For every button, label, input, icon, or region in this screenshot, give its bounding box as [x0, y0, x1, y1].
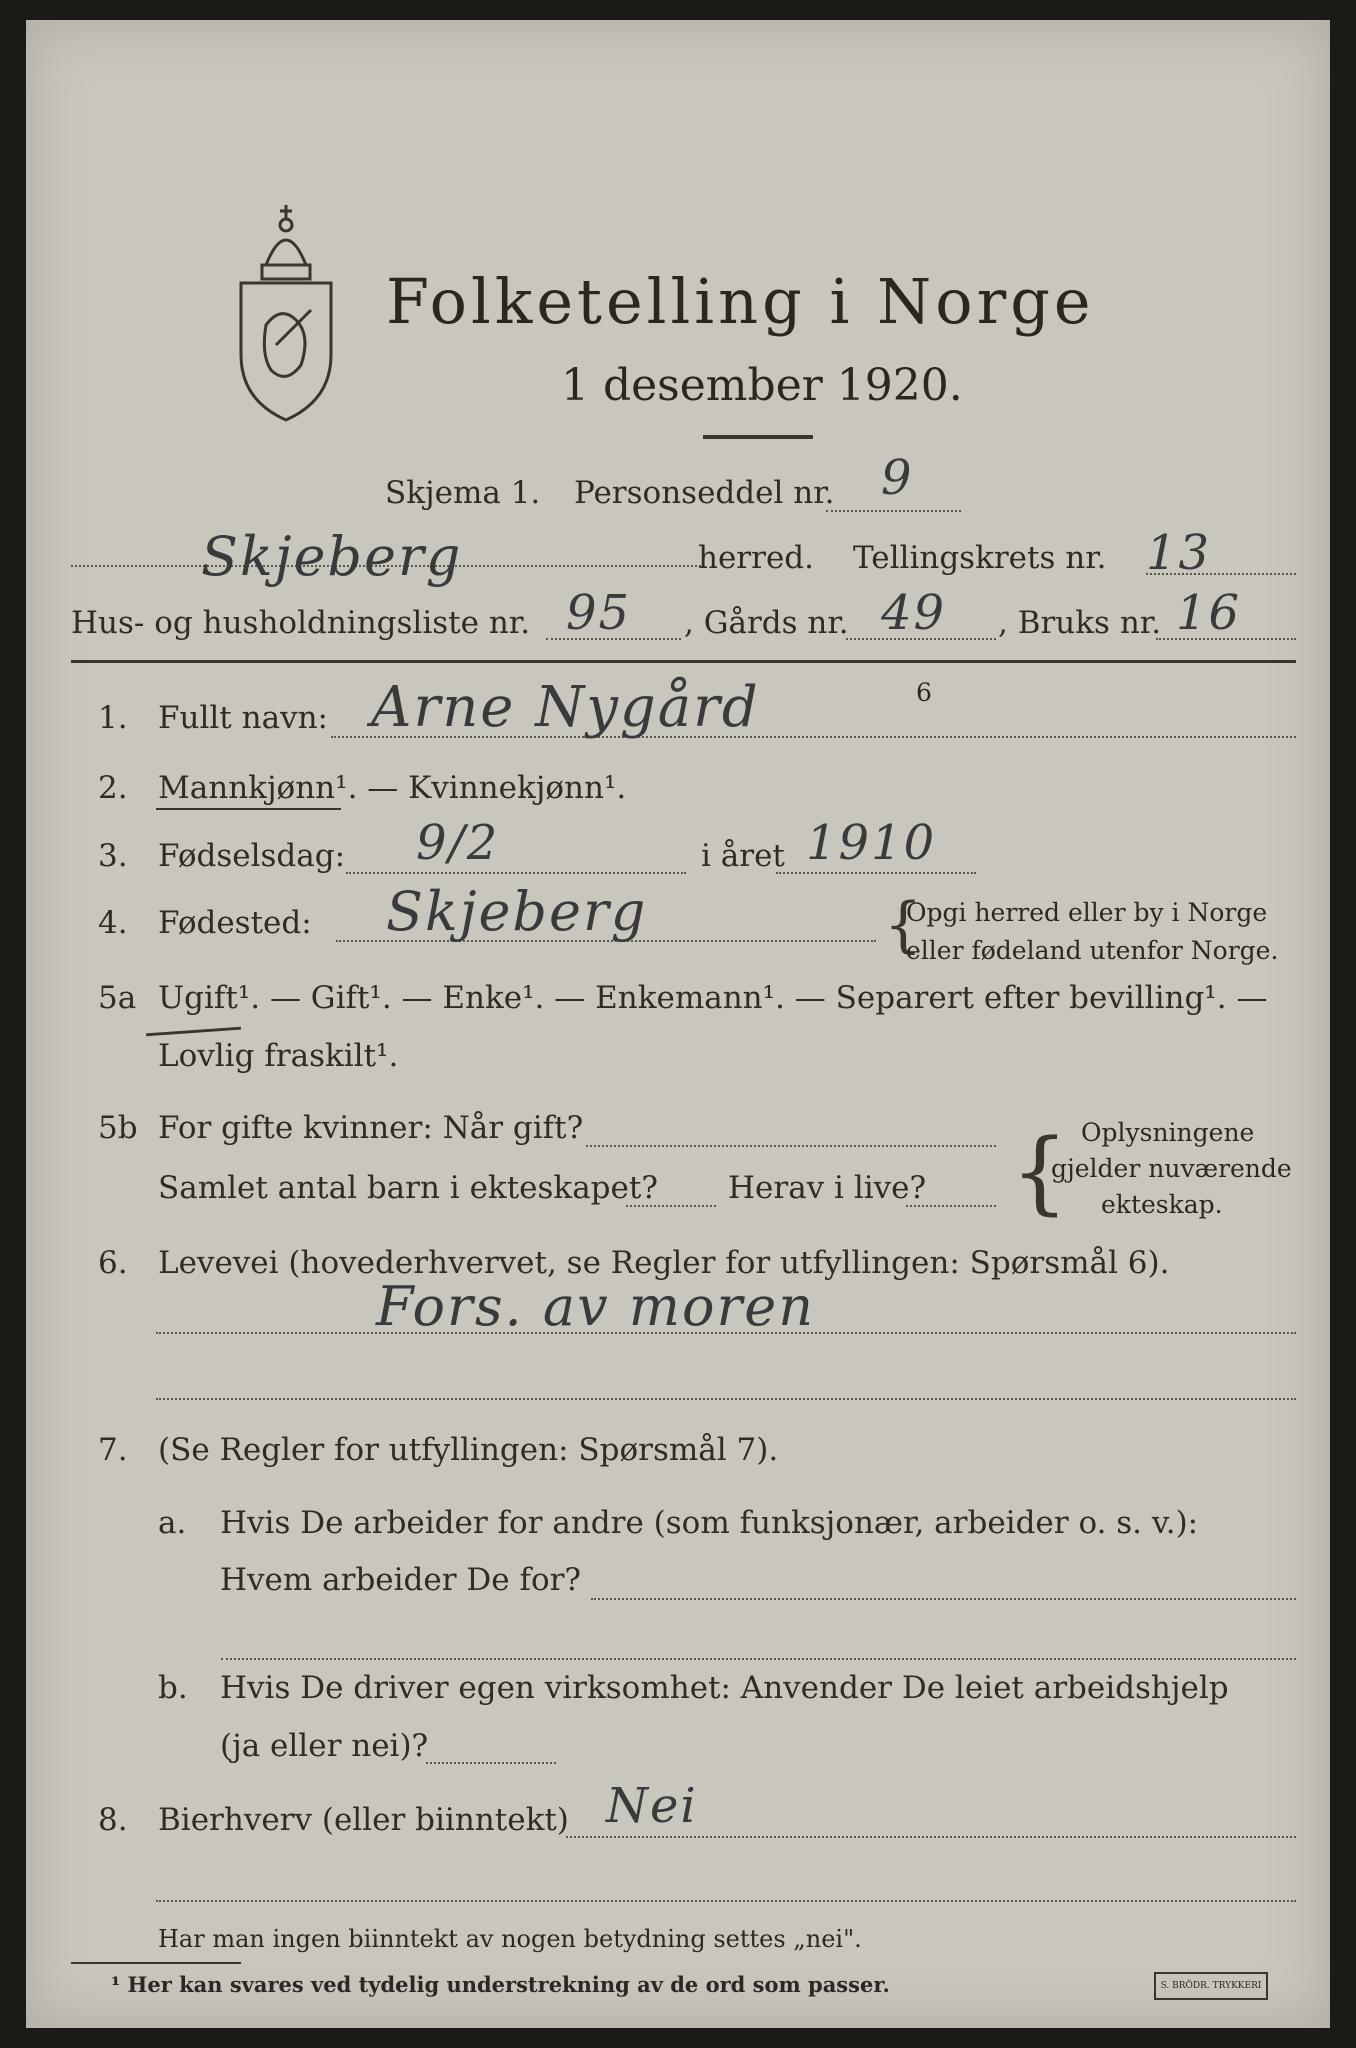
form-title: Folketelling i Norge — [386, 265, 1095, 338]
occupation-value[interactable]: Fors. av moren — [376, 1275, 816, 1338]
census-form-page: Folketelling i Norge 1 desember 1920. Skjema 1. Personseddel nr. 9 Skjeberg herred. Tellingskrets nr. 13 Hus- og husholdningsliste nr. 95 , Gårds nr. 49 , Bruks nr. 16 1. Fullt navn: Arne Nygård 6 2. Mannkjønn¹. — Kvinnekjønn¹. 3. Fødselsdag: 9/2 i året 1910 4. Fødested: Skjeberg { Opgi herred eller by i Norge eller fødeland utenfor Norge. 5a Ugift¹. — Gift¹. — Enke¹. — Enkemann¹. — Separert efter bevilling¹. — Lovlig fraskilt¹. 5b For gifte kvinner: Når gift? Samlet antal barn i ekteskapet? Herav i live? { Oplysningene gjelder nuværende ekteskap. 6. Levevei (hovederhvervet, se Regler for utfyllingen: Spørsmål 6). Fors. av moren 7. (Se Regler for utfyllingen: Spørsmål 7). a. Hvis De arbeider for andre (som funksjonær, arbeider o. s. v.): Hvem arbeider De for? b. Hvis De driver egen virksomhet: Anvender De leiet arbeidshjelp (ja eller nei)? 8. Bierhverv (eller biinntekt) Nei Har man ingen biinntekt av nogen betydning settes „nei". ¹ Her kan svares ved tydelig understrekning av de ord som passer. S. BRÖDR. TRYKKERI — [26, 20, 1330, 2028]
year-label: i året — [701, 838, 785, 874]
q1-number: 1. — [98, 700, 128, 736]
gender-options[interactable]: Mannkjønn¹. — Kvinnekjønn¹. — [158, 770, 627, 806]
hus-value[interactable]: 95 — [566, 585, 632, 641]
side-income-label: Bierhverv (eller biinntekt) — [158, 1802, 569, 1838]
birth-year-value[interactable]: 1910 — [806, 815, 937, 871]
q7-number: 7. — [98, 1432, 128, 1468]
birthplace-note-line2: eller fødeland utenfor Norge. — [906, 936, 1279, 965]
tellingskrets-value[interactable]: 13 — [1146, 525, 1212, 581]
q7a-number: a. — [158, 1505, 187, 1541]
marriage-note-line3: ekteskap. — [1101, 1190, 1223, 1219]
gender-underline — [156, 808, 341, 810]
bruks-label: , Bruks nr. — [998, 605, 1162, 641]
footnote: ¹ Her kan svares ved tydelig understrekning av de ord som passer. — [111, 1972, 890, 1997]
birthday-value[interactable]: 9/2 — [416, 815, 500, 871]
gards-value[interactable]: 49 — [881, 585, 947, 641]
printer-stamp: S. BRÖDR. TRYKKERI — [1154, 1972, 1268, 2000]
tellingskrets-label: Tellingskrets nr. — [853, 540, 1107, 576]
occupation-label: Levevei (hovederhvervet, se Regler for utfyllingen: Spørsmål 6). — [158, 1245, 1170, 1281]
birthplace-value[interactable]: Skjeberg — [386, 880, 648, 943]
q1-label: Fullt navn: — [158, 700, 328, 736]
q7-label: (Se Regler for utfyllingen: Spørsmål 7). — [158, 1432, 779, 1468]
title-divider — [703, 435, 813, 439]
hired-help-label: (ja eller nei)? — [220, 1728, 429, 1764]
children-total-label: Samlet antal barn i ekteskapet? — [158, 1170, 658, 1206]
ugift-underline — [146, 1027, 241, 1037]
q5b-number: 5b — [98, 1110, 138, 1146]
footnote-divider — [71, 1962, 241, 1964]
employer-label: Hvem arbeider De for? — [220, 1562, 582, 1598]
skjema-label: Skjema 1. — [385, 475, 541, 511]
q3-number: 3. — [98, 838, 128, 874]
q6-number: 6. — [98, 1245, 128, 1281]
q3-label: Fødselsdag: — [158, 838, 346, 874]
q2-number: 2. — [98, 770, 128, 806]
birthplace-note-line1: Opgi herred eller by i Norge — [906, 898, 1268, 927]
herred-label: herred. — [698, 540, 814, 576]
header-separator — [71, 660, 1296, 663]
hus-label: Hus- og husholdningsliste nr. — [71, 605, 531, 641]
name-superscript: 6 — [916, 678, 932, 707]
q8-number: 8. — [98, 1802, 128, 1838]
side-income-value[interactable]: Nei — [606, 1778, 698, 1834]
marital-options-line2[interactable]: Lovlig fraskilt¹. — [158, 1038, 399, 1074]
census-date: 1 desember 1920. — [561, 360, 963, 411]
marriage-note-line2: gjelder nuværende — [1051, 1154, 1292, 1183]
q7a-line1: Hvis De arbeider for andre (som funksjonær, arbeider o. s. v.): — [220, 1505, 1199, 1541]
q7b-line1: Hvis De driver egen virksomhet: Anvender De leiet arbeidshjelp — [220, 1670, 1229, 1706]
children-alive-label: Herav i live? — [728, 1170, 927, 1206]
gards-label: , Gårds nr. — [684, 605, 849, 641]
coat-of-arms-icon — [226, 195, 346, 425]
full-name-value[interactable]: Arne Nygård — [371, 675, 760, 740]
personseddel-value[interactable]: 9 — [881, 450, 914, 506]
q5a-number: 5a — [98, 980, 137, 1016]
q4-label: Fødested: — [158, 905, 312, 941]
married-when-label: For gifte kvinner: Når gift? — [158, 1110, 584, 1146]
q7b-number: b. — [158, 1670, 188, 1706]
personseddel-label: Personseddel nr. — [574, 475, 835, 511]
marital-options-line1[interactable]: Ugift¹. — Gift¹. — Enke¹. — Enkemann¹. — Separert efter bevilling¹. — — [158, 980, 1268, 1016]
bruks-value[interactable]: 16 — [1176, 585, 1242, 641]
herred-value[interactable]: Skjeberg — [201, 525, 463, 588]
q4-number: 4. — [98, 905, 128, 941]
side-income-note: Har man ingen biinntekt av nogen betydning settes „nei". — [158, 1925, 862, 1953]
marriage-note-line1: Oplysningene — [1081, 1118, 1255, 1147]
